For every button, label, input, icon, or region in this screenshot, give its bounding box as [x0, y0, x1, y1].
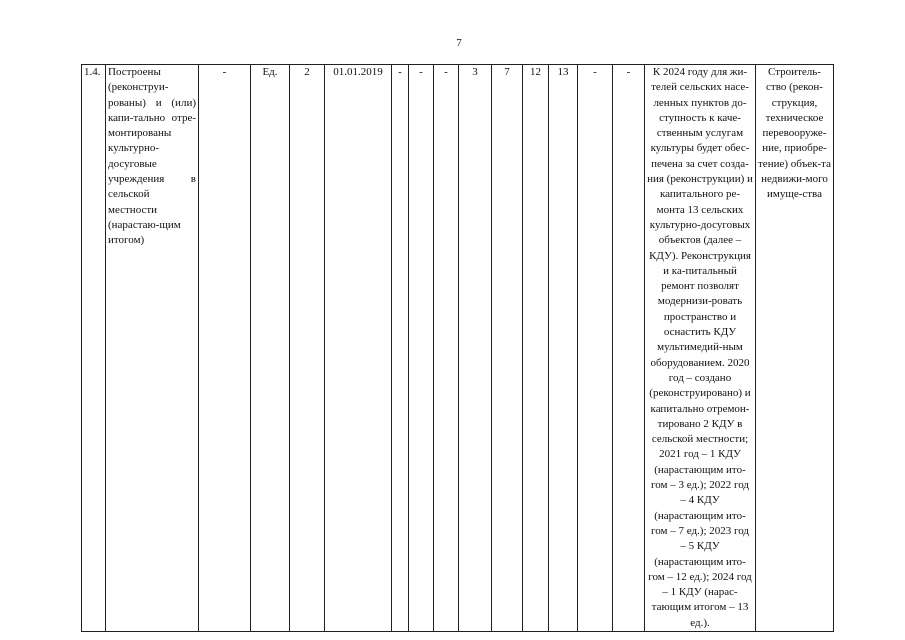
cell-value: 12: [523, 65, 549, 632]
table-row: [82, 65, 834, 632]
cell-value: -: [613, 65, 645, 632]
cell-value: 3: [459, 65, 492, 632]
row-number: 1.4.: [82, 65, 106, 632]
base-date-cell: 01.01.2019: [325, 65, 392, 632]
document-table: [81, 64, 834, 632]
cell-value: 13: [549, 65, 578, 632]
activity-cell: Строитель-ство (рекон-струкция, техническое перевооруже-ние, приобре-тение) объек-та недвижи-мого имуще-ства: [756, 65, 834, 632]
cell-value: 7: [492, 65, 523, 632]
description-cell: К 2024 году для жи-телей сельских насе-ленных пунктов до-ступность к каче-ственным услугам культуры будет обес-печена за счет созда-ния (реконструкции) и капитального ре-монта 13 сельских культурно-досуговых объектов (далее – КДУ). Реконструкция и ка-питальный ремонт позволят модернизи-ровать пространство и оснастить КДУ мультимедий-ным оборудованием. 2020 год – создано (реконструировано) и капитально отремон-тировано 2 КДУ в сельской местности; 2021 год – 1 КДУ (нарастающим ито-гом – 3 ед.); 2022 год – 4 КДУ (нарастающим ито-гом – 7 ед.); 2023 год – 5 КДУ (нарастающим ито-гом – 12 ед.); 2024 год – 1 КДУ (нарас-тающим итогом – 13 ед.).: [645, 65, 756, 632]
cell-base: -: [199, 65, 251, 632]
cell-value: -: [409, 65, 434, 632]
indicator-name: Построены (реконструи-рованы) и (или) капи-тально отре-монтированы культурно-досуговые учреждения в сельской местности (нарастаю-щим итогом): [106, 65, 199, 632]
base-value-cell: 2: [290, 65, 325, 632]
unit-cell: Ед.: [251, 65, 290, 632]
page-number: 7: [456, 37, 462, 49]
cell-value: -: [434, 65, 459, 632]
cell-value: -: [392, 65, 409, 632]
cell-value: -: [578, 65, 613, 632]
